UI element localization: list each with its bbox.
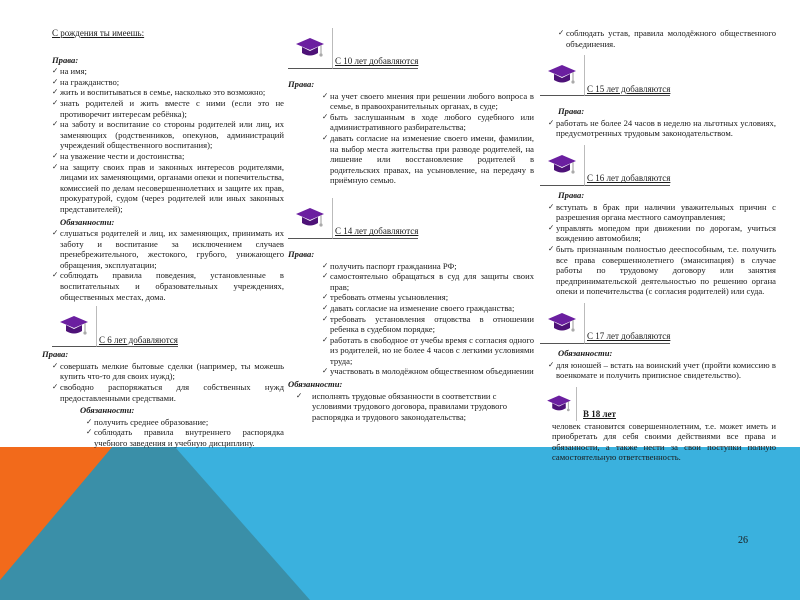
duties-list — [548, 360, 776, 381]
graduation-cap-icon — [546, 393, 572, 415]
rights-label: Права: — [288, 248, 315, 259]
check-icon: ✓ — [322, 334, 329, 344]
list-item: ✓ на учет своего мнения при решении любого вопроса в семье, в правоохранительных органах, в суде; — [322, 90, 534, 112]
list-item: ✓ слушаться родителей и лиц, их заменяющих, принимать их заботу и воспитание за исключением случаев пренебрежительного, жестокого, грубого, унижающего обращения, эксплуатации; — [52, 228, 284, 270]
check-icon: ✓ — [52, 76, 59, 86]
check-icon: ✓ — [548, 359, 555, 369]
rights-list — [548, 118, 776, 139]
list-item: ✓ исполнять трудовые обязанности в соответствии с условиями трудового договора, правилами трудового распорядка и трудового законодательства; — [296, 390, 508, 422]
graduation-cap-icon — [295, 35, 325, 61]
list-item: ✓ давать согласие на изменение своего имени, фамилии, на выбор места жительства при разводе родителей, на лишение или восстановление родителей в родительских правах, на усыновление, на передачу в приёмную семью. — [322, 132, 534, 186]
rights-list — [548, 202, 776, 297]
check-icon: ✓ — [322, 313, 329, 323]
graduation-cap-icon — [295, 205, 325, 231]
list-item: ✓ на имя; — [52, 66, 87, 77]
page-number: 26 — [738, 535, 748, 546]
list-item: ✓ давать согласие на изменение своего гражданства; — [322, 302, 515, 313]
graduation-cap-icon — [547, 62, 577, 88]
icon-frame — [542, 387, 577, 421]
check-icon: ✓ — [86, 427, 93, 437]
section-title: С 10 лет добавляются — [333, 56, 418, 69]
continued-list — [548, 28, 776, 49]
list-item: ✓ свободно распоряжаться для собственных нужд предоставленными средствами. — [52, 382, 284, 403]
icon-frame — [540, 145, 585, 186]
duties-label: Обязанности: — [80, 405, 135, 416]
icon-frame — [288, 198, 333, 239]
rights-list — [52, 66, 284, 214]
duties-list — [52, 228, 284, 302]
check-icon: ✓ — [52, 87, 59, 97]
list-item: ✓ на гражданство; — [52, 76, 120, 87]
list-item: ✓ знать родителей и жить вместе с ними (если это не противоречит интересам ребёнка); — [52, 97, 284, 119]
section-header-15 — [540, 55, 776, 96]
list-item: ✓ совершать мелкие бытовые сделки (например, ты можешь купить что-то для своих нужд); — [52, 360, 284, 382]
section-header-18 — [542, 387, 776, 421]
list-item: ✓ участвовать в молодёжном общественном объединении — [322, 366, 534, 377]
rights-list — [288, 261, 534, 378]
list-item: ✓ требовать отмены усыновления; — [322, 292, 449, 303]
list-item: ✓ вступать в брак при наличии уважительных причин с разрешения органа местного самоуправления; — [548, 201, 776, 223]
check-icon: ✓ — [322, 132, 329, 142]
duties-list — [288, 391, 534, 423]
check-icon: ✓ — [52, 360, 59, 370]
check-icon: ✓ — [52, 270, 59, 280]
list-item: ✓ соблюдать правила поведения, установленные в воспитательных и образовательных учреждениях, общественных местах, дома. — [52, 270, 284, 302]
check-icon: ✓ — [548, 201, 555, 211]
section-title: С 6 лет добавляются — [97, 335, 178, 348]
column-10-14 — [288, 28, 534, 422]
list-item: ✓ работать в свободное от учебы время с согласия одного из родителей, но не более 4 часов с легкими условиями труда; — [322, 334, 534, 366]
rights-label: Права: — [288, 79, 315, 89]
rights-label: Права: — [558, 106, 585, 117]
check-icon: ✓ — [52, 97, 59, 107]
rights-label: Права: — [42, 349, 69, 360]
icon-frame — [540, 55, 585, 96]
list-item: ✓ быть заслушанным в ходе любого судебного или административного разбирательства; — [322, 111, 534, 133]
check-icon: ✓ — [322, 292, 329, 302]
icon-frame — [540, 303, 585, 344]
check-icon: ✓ — [52, 228, 59, 238]
list-item: ✓ получить паспорт гражданина РФ; — [322, 260, 457, 271]
check-icon: ✓ — [322, 271, 329, 281]
duties-label: Обязанности: — [60, 216, 115, 227]
check-icon: ✓ — [52, 382, 59, 392]
age-18-text: человек становится совершеннолетним, т.е. может иметь и приобретать для себя своими действиями все права и обязанности, а также нести за свои поступки полную самостоятельную ответственность. — [552, 420, 776, 463]
check-icon: ✓ — [322, 90, 329, 100]
list-item: ✓ соблюдать устав, правила молодёжного общественного объединения. — [558, 28, 776, 49]
check-icon: ✓ — [322, 366, 329, 376]
duties-label: Обязанности: — [288, 379, 343, 390]
list-item: ✓ для юношей – встать на воинский учет (пройти комиссию в военкомате и получить приписное свидетельство). — [548, 359, 776, 381]
section-title: В 18 лет — [583, 409, 616, 420]
check-icon: ✓ — [296, 390, 303, 400]
list-item: ✓ жить и воспитываться в семье, насколько это возможно; — [52, 87, 266, 98]
list-item: ✓ на заботу и воспитание со стороны родителей или лиц, их заменяющих (родственников, опекунов, администраций учреждений общественного воспитания); — [52, 119, 284, 151]
rights-label: Права: — [52, 54, 79, 65]
icon-frame — [288, 28, 333, 69]
list-item: ✓ управлять мопедом при движении по дорогам, учиться вождению автомобиля; — [548, 222, 776, 244]
list-item: ✓ на уважение чести и достоинства; — [52, 150, 185, 161]
section-header-16 — [540, 145, 776, 186]
column-from-birth — [42, 28, 284, 449]
rights-list — [52, 361, 284, 403]
check-icon: ✓ — [52, 66, 59, 76]
check-icon: ✓ — [558, 28, 565, 37]
duties-label: Обязанности: — [558, 347, 613, 358]
section-header-17 — [540, 303, 776, 344]
check-icon: ✓ — [548, 117, 555, 127]
section-title: С 16 лет добавляются — [585, 173, 670, 186]
check-icon: ✓ — [322, 111, 329, 121]
icon-frame — [52, 306, 97, 347]
list-item: ✓ требовать установления отцовства в отношении ребенка в судебном порядке; — [322, 313, 534, 335]
section-header-6 — [52, 306, 284, 347]
column-15-18 — [548, 28, 776, 463]
check-icon: ✓ — [86, 416, 93, 426]
check-icon: ✓ — [548, 222, 555, 232]
list-item: ✓ получить среднее образование; — [86, 416, 209, 427]
section-header-14 — [288, 198, 534, 239]
graduation-cap-icon — [59, 313, 89, 339]
section-title: С 14 лет добавляются — [333, 226, 418, 239]
graduation-cap-icon — [547, 152, 577, 178]
rights-list — [288, 91, 534, 186]
check-icon: ✓ — [548, 243, 555, 253]
list-item: ✓ соблюдать правила внутреннего распорядка учебного заведения и учебную дисциплину. — [86, 427, 284, 448]
check-icon: ✓ — [52, 150, 59, 160]
duties-list — [52, 417, 284, 449]
list-item: ✓ быть признанным полностью дееспособным, т.е. получить все права совершеннолетнего (эмансипация) в случае работы по трудовому договору или занятия предпринимательской деятельностью по решению органа опеки и попечительства (с согласия родителей) или суда. — [548, 243, 776, 297]
check-icon: ✓ — [52, 161, 59, 171]
heading-from-birth: С рождения ты имеешь: — [52, 28, 145, 38]
section-title: С 17 лет добавляются — [585, 331, 670, 344]
section-header-10 — [288, 28, 534, 69]
graduation-cap-icon — [547, 310, 577, 336]
check-icon: ✓ — [322, 260, 329, 270]
list-item: ✓ на защиту своих прав и законных интересов родителями, лицами их заменяющими, органами опеки и попечительства, комиссией по делам несовершеннолетних и защите их прав, прокуратурой, судом (через родителей или иных законных представителей); — [52, 161, 284, 214]
list-item: ✓ работать не более 24 часов в неделю на льготных условиях, предусмотренных трудовым законодательством. — [548, 117, 776, 139]
check-icon: ✓ — [52, 119, 59, 129]
list-item: ✓ самостоятельно обращаться в суд для защиты своих прав; — [322, 271, 534, 292]
check-icon: ✓ — [322, 302, 329, 312]
section-title: С 15 лет добавляются — [585, 84, 670, 97]
rights-label: Права: — [558, 189, 585, 200]
